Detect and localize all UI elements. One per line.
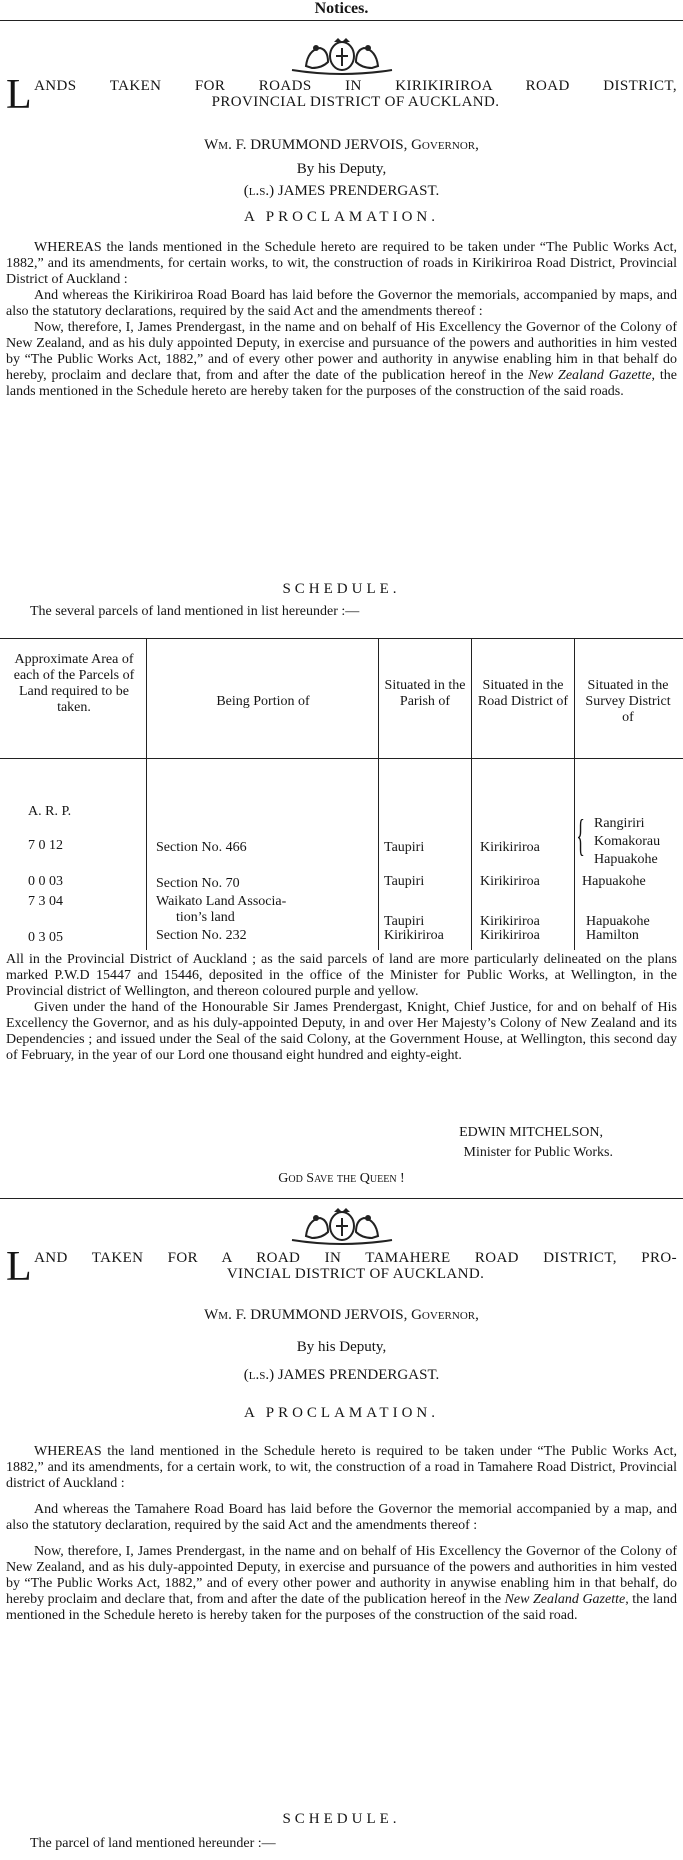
- notice1-body: [6, 240, 677, 400]
- notice2-para3: [6, 1544, 677, 1624]
- table-row-3-survey: Hapuakohe: [586, 914, 650, 929]
- table-row-3-area: 7 3 04: [28, 894, 63, 909]
- notice1-para5: Given under the hand of the Honourable Sir James Prendergast, Knight, Chief Justice, for and on behalf of His Excellency the Governor, and as his duly-appointed Deputy, in and over Her Majesty’s Colony of New Zealand and its Dependencies ; and issued under the Seal of the said Colony, at the Government House, at Wellington, this second day of February, in the year of our Lord one thousand eight hundred and eighty-eight.: [6, 1000, 677, 1063]
- col-divider-1: [146, 638, 147, 950]
- table-row-1-survey-1: Rangiriri: [594, 816, 645, 831]
- table-row-2-survey: Hapuakohe: [582, 874, 646, 889]
- royal-arms-icon: [282, 1206, 402, 1246]
- notice1-deputy-name-text: JAMES PRENDERGAST.: [277, 183, 440, 199]
- table-row-2-parish: Taupiri: [384, 874, 425, 889]
- table-header-rule: [0, 758, 683, 759]
- notice1-gazette-name: New Zealand Gazette: [528, 368, 652, 383]
- table-row-3-parish: Taupiri: [384, 914, 425, 929]
- notice1-title-line1: ANDS TAKEN FOR ROADS IN KIRIKIRIROA ROAD DISTRICT,: [34, 78, 677, 94]
- notice1-ls-mark: (l.s.): [243, 183, 275, 199]
- table-row-2-portion: Section No. 70: [156, 876, 240, 891]
- notice2-para3-a: Now, therefore, I, James Prendergast, in the name and on behalf of His Excellency the Governor of the Colony of New Zealand, and as his duly-appointed Deputy, in exercise and pursuance of the powers and authorities in him vested by “The Public Works Act, 1882,” and of every other power and authority in anywise enabling him in that behalf, do hereby proclaim and declare that, from and after the date of the publication hereof in the: [6, 1544, 677, 1607]
- page-header: Notices.: [314, 0, 369, 17]
- table-row-4-survey: Hamilton: [586, 928, 639, 943]
- table-row-4-parish: Kirikiriroa: [384, 928, 444, 943]
- notice2-gazette-name: New Zealand Gazette: [504, 1592, 626, 1607]
- notice1-governor: Wm. F. DRUMMOND JERVOIS, Governor,: [204, 137, 479, 153]
- table-row-3-portion-1: Waikato Land Associa-: [156, 894, 287, 909]
- notice1-schedule-intro-text: The several parcels of land mentioned in list hereunder :—: [30, 604, 360, 619]
- th-area: Approximate Area of each of the Parcels of Land required to be taken.: [13, 652, 135, 715]
- table-row-1-portion: Section No. 466: [156, 840, 247, 855]
- table-row-2-road: Kirikiriroa: [480, 874, 540, 889]
- notice1-para1: WHEREAS the lands mentioned in the Schedule hereto are required to be taken under “The Public Works Act, 1882,” and its amendments, for certain works, to wit, the construction of roads in Kirikiriroa Road District, Provincial District of Auckland :: [6, 240, 677, 287]
- table-row-4-area: 0 3 05: [28, 930, 63, 945]
- table-row-4-portion: Section No. 232: [156, 928, 247, 943]
- notice2-title-line1: AND TAKEN FOR A ROAD IN TAMAHERE ROAD DISTRICT, PRO-: [34, 1250, 677, 1266]
- notice2-ls-mark: (l.s.): [243, 1367, 275, 1383]
- table-top-rule: [0, 638, 683, 639]
- notice1-closing: God Save the Queen !: [278, 1171, 405, 1186]
- notice-separator: [0, 1198, 683, 1199]
- notice2-para2: And whereas the Tamahere Road Board has laid before the Governor the memorial accompanied by a map, and also the statutory declaration, required by the said Act and the amendments thereof :: [6, 1502, 677, 1533]
- notice1-closing-body: [6, 952, 677, 1064]
- notice2-para3-b: , the land mentioned in the Schedule hereto is hereby taken for the purposes of the construction of the said road.: [6, 1592, 678, 1623]
- table-row-1-road: Kirikiriroa: [480, 840, 540, 855]
- notice2-body: [6, 1444, 677, 1624]
- notice1-title: [6, 72, 677, 118]
- table-row-2-area: 0 0 03: [28, 874, 63, 889]
- notice1-proclamation: A PROCLAMATION.: [243, 209, 439, 225]
- notice1-para3-b: , the lands mentioned in the Schedule hereto are hereby taken for the purposes of the construction of the said roads.: [6, 368, 678, 399]
- table-row-3-road: Kirikiriroa: [480, 914, 540, 929]
- header-rule: [0, 20, 683, 21]
- units-row: A. R. P.: [28, 804, 72, 819]
- th-portion: Being Portion of: [216, 694, 310, 709]
- notice2-proclamation: A PROCLAMATION.: [243, 1405, 439, 1421]
- notice1-dropcap: L: [6, 72, 33, 118]
- table-row-4-road: Kirikiriroa: [480, 928, 540, 943]
- notice2-dropcap: L: [6, 1244, 33, 1290]
- table-row-3-portion-2: tion’s land: [176, 910, 235, 925]
- table-row-1-area: 7 0 12: [28, 838, 63, 853]
- notice1-para4: All in the Provincial District of Auckland ; as the said parcels of land are more particularly delineated on the plans marked P.W.D 15447 and 15446, deposited in the office of the Minister for Public Works, at Wellington, in the Provincial district of Wellington, and thereon coloured purple and yellow.: [6, 952, 677, 999]
- col-divider-3: [471, 638, 472, 950]
- notice2-schedule-heading: SCHEDULE.: [282, 1811, 401, 1827]
- col-divider-4: [574, 638, 575, 950]
- th-parish: Situated in the Parish of: [384, 678, 466, 709]
- notice2-title: [6, 1244, 677, 1290]
- notice2-governor: Wm. F. DRUMMOND JERVOIS, Governor,: [204, 1307, 479, 1323]
- notice2-schedule-intro-text: The parcel of land mentioned hereunder :—: [30, 1836, 276, 1851]
- royal-arms-icon: [282, 36, 402, 76]
- col-divider-2: [378, 638, 379, 950]
- notice2-para1: WHEREAS the land mentioned in the Schedule hereto is required to be taken under “The Public Works Act, 1882,” and its amendments, for a certain work, to wit, the construction of a road in Tamahere Road District, Provincial district of Auckland :: [6, 1444, 677, 1491]
- notice1-deputy-name: [0, 182, 683, 200]
- notice1-schedule-intro: [6, 604, 677, 620]
- th-road: Situated in the Road District of: [477, 678, 569, 709]
- th-survey: Situated in the Survey District of: [585, 678, 671, 725]
- table-brace: {: [576, 811, 585, 860]
- notice1-schedule-heading: SCHEDULE.: [282, 581, 401, 597]
- notice1-signatory: EDWIN MITCHELSON,: [459, 1125, 603, 1140]
- notice1-title-line2: PROVINCIAL DISTRICT OF AUCKLAND.: [211, 94, 500, 110]
- notice2-schedule-intro: [6, 1836, 677, 1852]
- table-row-1-survey-3: Hapuakohe: [594, 852, 658, 867]
- notice2-deputy-name: [0, 1366, 683, 1384]
- notice1-signatory-title: Minister for Public Works.: [463, 1145, 613, 1160]
- notice2-deputy-name-text: JAMES PRENDERGAST.: [277, 1367, 440, 1383]
- notice1-para3-a: Now, therefore, I, James Prendergast, in the name and on behalf of His Excellency the Governor of the Colony of New Zealand, and as his duly appointed Deputy, in exercise and pursuance of the powers and authorities in him vested by “The Public Works Act, 1882,” and of every other power and authority in anywise enabling him in that behalf do hereby, proclaim and declare that, from and after the date of the publication hereof in the: [6, 320, 677, 383]
- table-row-1-parish: Taupiri: [384, 840, 425, 855]
- notice2-deputy-line: By his Deputy,: [296, 1339, 387, 1355]
- notice1-para3: [6, 320, 677, 400]
- notice2-title-line2: VINCIAL DISTRICT OF AUCKLAND.: [226, 1266, 485, 1282]
- notice1-deputy-line: By his Deputy,: [296, 161, 387, 177]
- table-row-1-survey-2: Komakorau: [594, 834, 661, 849]
- notice1-para2: And whereas the Kirikiriroa Road Board has laid before the Governor the memorials, accompanied by maps, and also the statutory declarations, required by the said Act and the amendments thereof :: [6, 288, 677, 319]
- schedule-table: [0, 638, 683, 950]
